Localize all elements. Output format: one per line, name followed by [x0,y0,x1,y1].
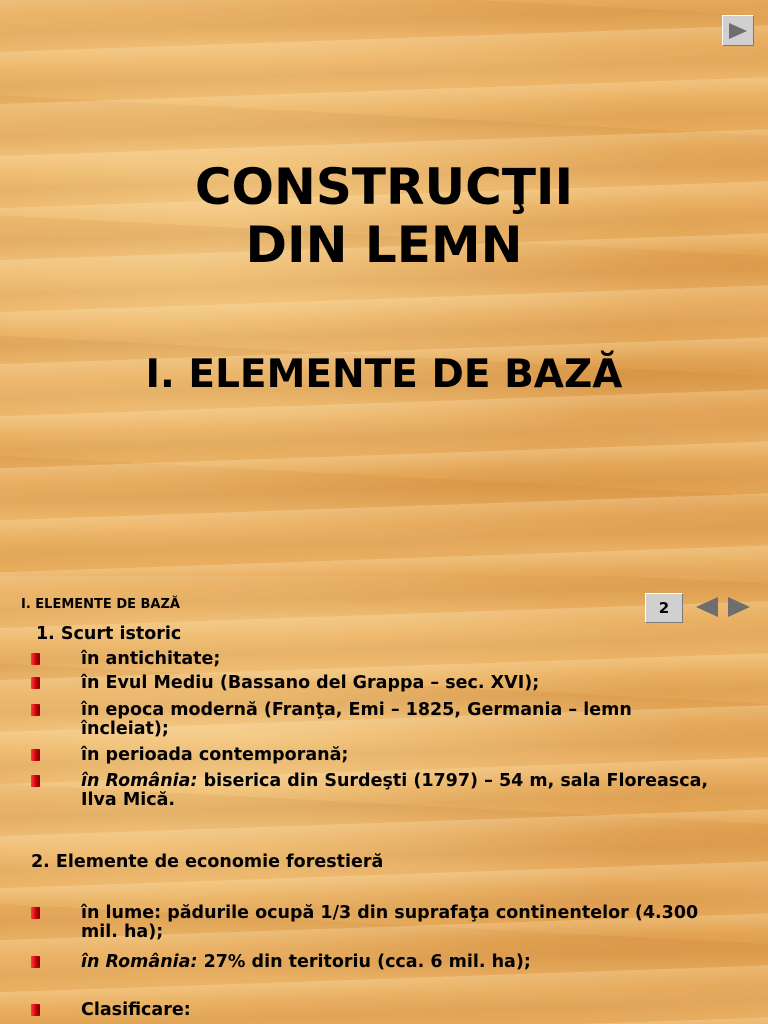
slide-title [0,158,768,274]
play-next-icon [727,22,749,40]
page-number-badge: 2 [645,593,683,623]
bullet-icon [31,704,40,716]
play-next-icon [726,596,752,618]
play-prev-icon [694,596,720,618]
bullet-icon [31,907,40,919]
slide-subtitle: I. ELEMENTE DE BAZĂ [145,352,623,397]
bullet-icon [31,749,40,761]
bullet-icon [31,956,40,968]
bullet-icon [31,653,40,665]
emphasis-label: în România: [81,952,198,972]
prev-slide-button[interactable] [692,592,722,622]
slide-header: I. ELEMENTE DE BAZĂ [21,597,180,612]
next-slide-button[interactable] [722,15,754,46]
bullet-icon [31,1004,40,1016]
emphasis-label: în România: [81,771,198,791]
next-slide-button-2[interactable] [724,592,754,622]
content-slide: I. ELEMENTE DE BAZĂ 2 1. Scurt istoric în antichitate; în Evul Mediu (Bassano del Grappa – sec. XVI); în epoca modernă (Franţa, Emi – 1825, Germania – lemn încleiat); în perioada contemporană; în România: biserica din Surdeşti (1797) – 54 m, sala Floreasca, Ilva Mică. 2. Elemente de economie forestieră în lume: pădurile ocupă 1/3 din suprafaţa continentelor (4.300 mil. ha); în România: 27% din teritoriu (cca. 6 mil. ha); Clasificare: [0,576,768,1024]
bullet-icon [31,775,40,787]
section2-heading: 2. Elemente de economie forestieră [31,852,384,872]
slide-title-line2: DIN LEMN [245,216,523,274]
slide-title-line1: CONSTRUCŢII [194,158,574,216]
bullet-icon [31,677,40,689]
section1-heading: 1. Scurt istoric [36,624,182,644]
